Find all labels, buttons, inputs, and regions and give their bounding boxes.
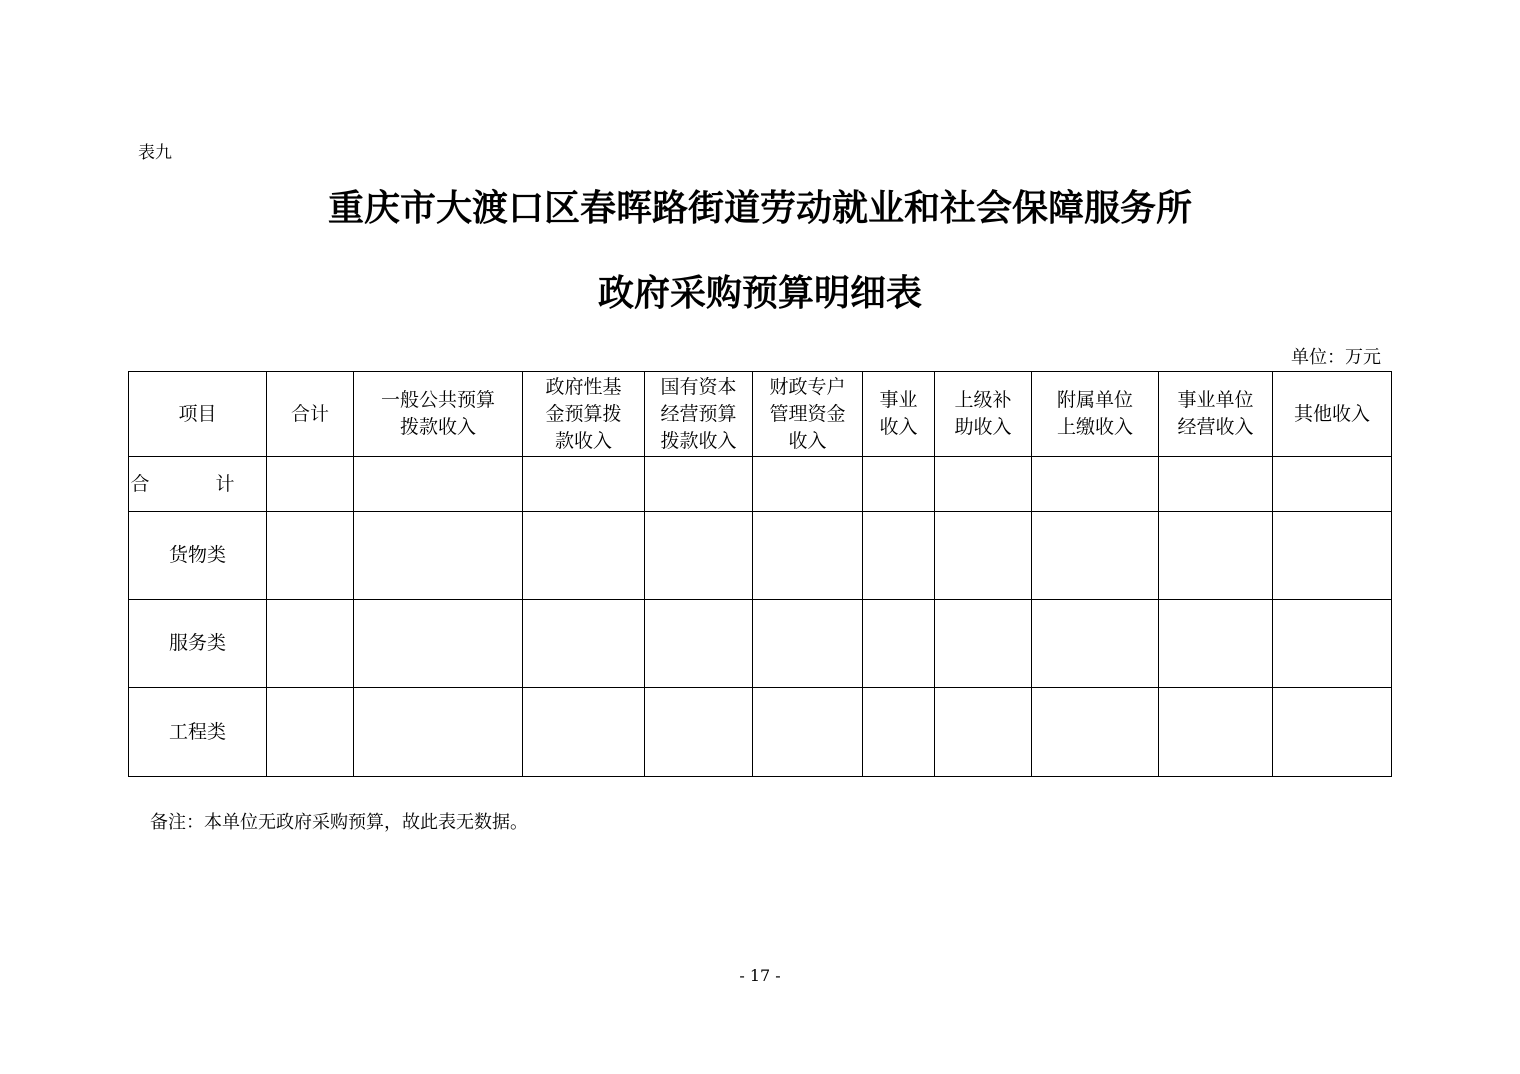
table-cell [1159, 457, 1273, 512]
unit-label: 单位：万元 [1291, 347, 1381, 368]
column-header: 财政专户 管理资金 收入 [753, 372, 863, 457]
column-header: 一般公共预算 拨款收入 [354, 372, 523, 457]
table-cell [523, 688, 645, 777]
page-number: - 17 - [739, 966, 781, 985]
table-row [129, 512, 1392, 600]
table-cell [1273, 600, 1392, 688]
table-cell [354, 600, 523, 688]
page-subtitle: 政府采购预算明细表 [597, 272, 922, 314]
row-label-total: 合 计 [129, 457, 267, 512]
table-cell [753, 512, 863, 600]
table-cell [1159, 600, 1273, 688]
column-header: 其他收入 [1273, 372, 1392, 457]
column-header: 事业 收入 [863, 372, 935, 457]
table-cell [1159, 512, 1273, 600]
table-cell [1032, 600, 1159, 688]
table-cell [863, 512, 935, 600]
column-header: 事业单位 经营收入 [1159, 372, 1273, 457]
table-row [129, 688, 1392, 777]
column-header: 政府性基 金预算拨 款收入 [523, 372, 645, 457]
table-cell [863, 600, 935, 688]
table-row [129, 457, 1392, 512]
column-header: 国有资本 经营预算 拨款收入 [645, 372, 753, 457]
table-cell [1032, 457, 1159, 512]
row-label-goods: 货物类 [129, 512, 267, 600]
table-cell [354, 512, 523, 600]
table-cell [267, 512, 354, 600]
page-title: 重庆市大渡口区春晖路街道劳动就业和社会保障服务所 [327, 187, 1192, 229]
table-row [129, 600, 1392, 688]
column-header: 项目 [129, 372, 267, 457]
table-cell [354, 457, 523, 512]
table-cell [1032, 512, 1159, 600]
table-cell [753, 600, 863, 688]
table-cell [645, 512, 753, 600]
footnote: 备注：本单位无政府采购预算，故此表无数据。 [150, 812, 528, 833]
table-cell [935, 600, 1032, 688]
column-header: 附属单位 上缴收入 [1032, 372, 1159, 457]
table-cell [267, 688, 354, 777]
row-label-engineering: 工程类 [129, 688, 267, 777]
table-label: 表九 [138, 143, 172, 163]
table-cell [1273, 688, 1392, 777]
table-cell [935, 512, 1032, 600]
table-cell [935, 688, 1032, 777]
table-cell [863, 688, 935, 777]
table-cell [753, 688, 863, 777]
table-cell [354, 688, 523, 777]
table-cell [523, 512, 645, 600]
table-cell [1159, 688, 1273, 777]
table-cell [1273, 457, 1392, 512]
table-cell [523, 457, 645, 512]
table-cell [1032, 688, 1159, 777]
table-cell [267, 600, 354, 688]
table-cell [523, 600, 645, 688]
row-label-services: 服务类 [129, 600, 267, 688]
table-cell [645, 600, 753, 688]
table-cell [863, 457, 935, 512]
table-cell [645, 457, 753, 512]
table-cell [935, 457, 1032, 512]
table-cell [1273, 512, 1392, 600]
column-header: 合计 [267, 372, 354, 457]
column-header: 上级补 助收入 [935, 372, 1032, 457]
table-header-row [129, 372, 1392, 457]
table-cell [645, 688, 753, 777]
table-cell [753, 457, 863, 512]
table-cell [267, 457, 354, 512]
budget-table [128, 371, 1392, 777]
